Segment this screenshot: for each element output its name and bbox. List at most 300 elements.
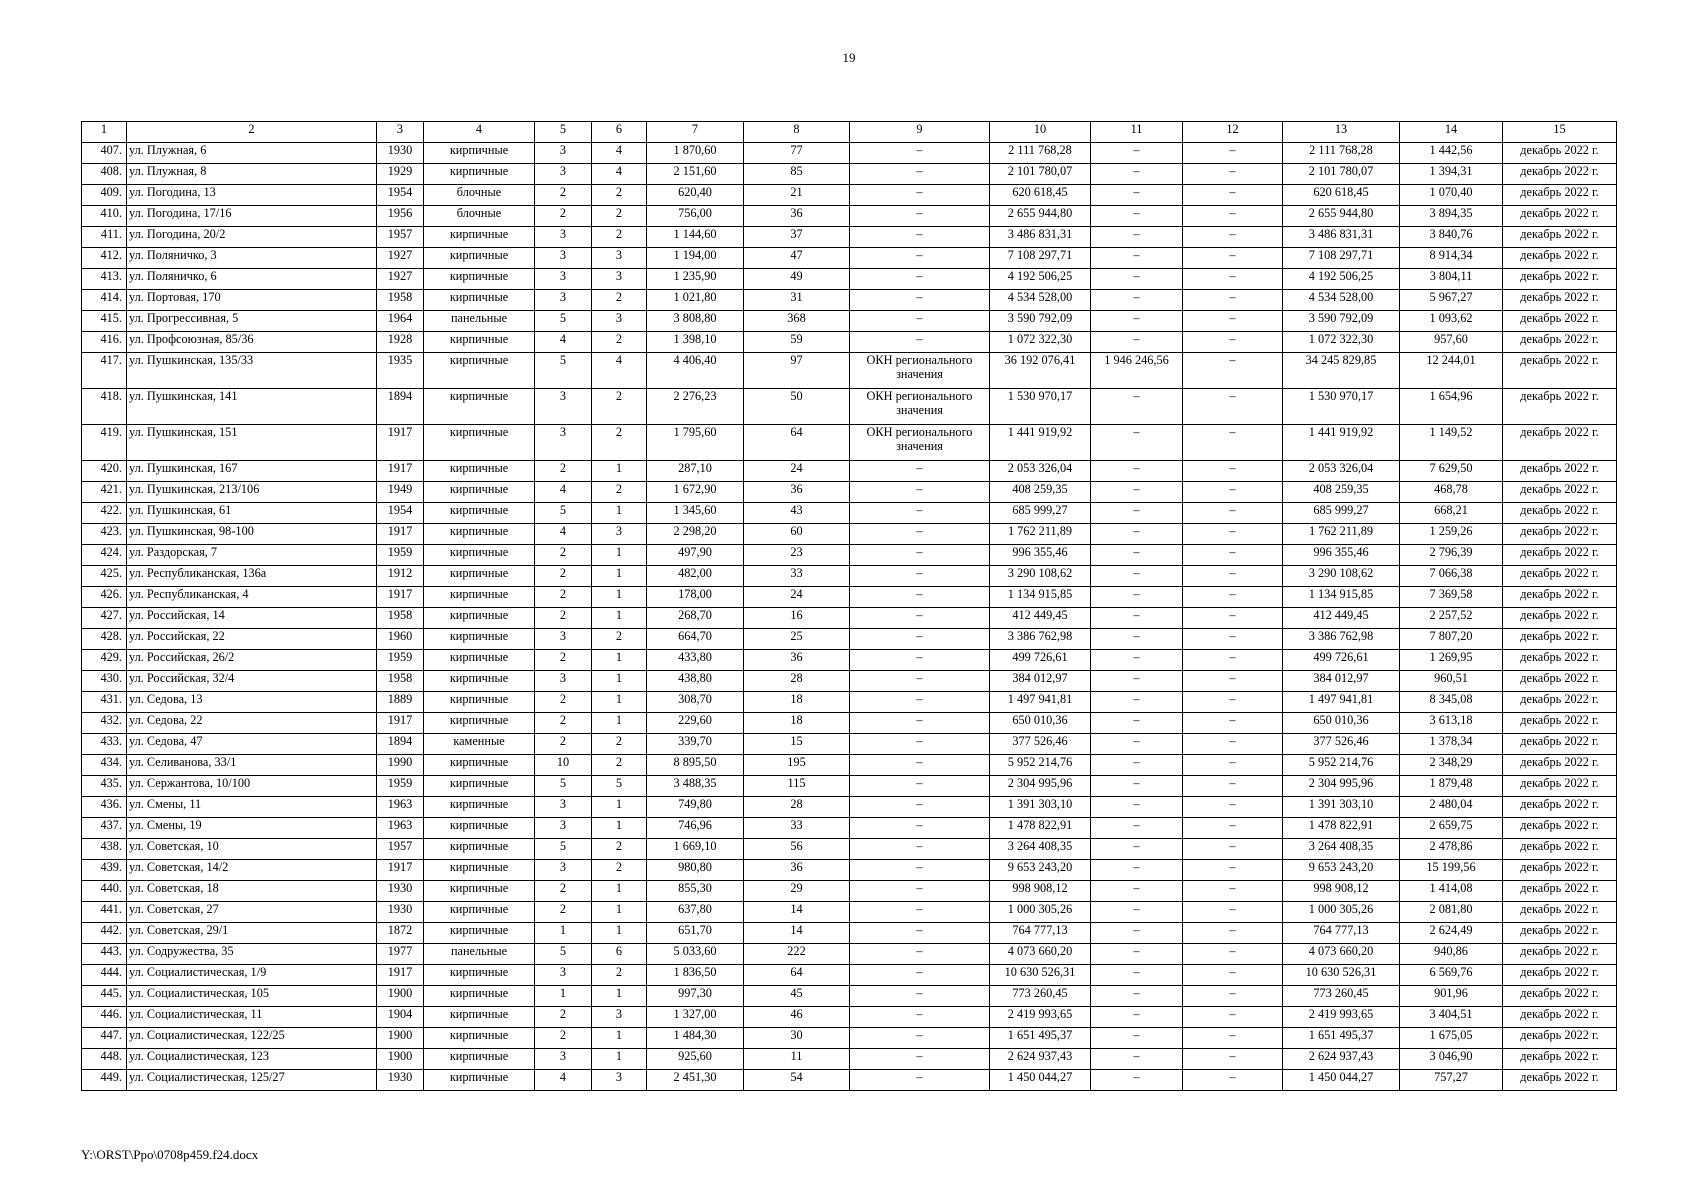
table-cell: 2 <box>535 587 592 608</box>
table-cell: – <box>1091 755 1183 776</box>
table-cell: 998 908,12 <box>990 881 1091 902</box>
table-cell: 756,00 <box>647 206 744 227</box>
table-cell: 5 <box>535 944 592 965</box>
table-cell: ул. Пушкинская, 141 <box>127 389 377 425</box>
table-cell: – <box>1091 164 1183 185</box>
table-cell: 14 <box>744 923 850 944</box>
table-cell: 2 101 780,07 <box>1283 164 1400 185</box>
table-cell: ул. Седова, 47 <box>127 734 377 755</box>
table-cell: декабрь 2022 г. <box>1503 923 1617 944</box>
table-cell: 1 <box>592 608 647 629</box>
table-cell: 5 952 214,76 <box>990 755 1091 776</box>
table-cell: – <box>1091 425 1183 461</box>
table-cell: 773 260,45 <box>1283 986 1400 1007</box>
table-cell: 3 486 831,31 <box>990 227 1091 248</box>
table-cell: кирпичные <box>424 566 535 587</box>
table-cell: 1963 <box>377 818 424 839</box>
table-cell: – <box>1091 713 1183 734</box>
table-cell: 5 <box>535 311 592 332</box>
table-cell: 195 <box>744 755 850 776</box>
table-cell: 1958 <box>377 671 424 692</box>
table-cell: 222 <box>744 944 850 965</box>
table-cell: 428. <box>82 629 127 650</box>
table-cell: 1900 <box>377 1049 424 1070</box>
table-cell: 10 <box>535 755 592 776</box>
table-cell: 1 <box>592 881 647 902</box>
table-cell: 997,30 <box>647 986 744 1007</box>
table-cell: – <box>850 566 990 587</box>
table-cell: кирпичные <box>424 629 535 650</box>
table-cell: 2 111 768,28 <box>1283 143 1400 164</box>
table-cell: ул. Плужная, 6 <box>127 143 377 164</box>
table-cell: декабрь 2022 г. <box>1503 566 1617 587</box>
table-cell: 178,00 <box>647 587 744 608</box>
table-cell: – <box>1183 503 1283 524</box>
table-cell: – <box>850 524 990 545</box>
table-cell: 4 073 660,20 <box>990 944 1091 965</box>
table-cell: ул. Пушкинская, 167 <box>127 461 377 482</box>
table-cell: 1 391 303,10 <box>990 797 1091 818</box>
table-cell: 1 441 919,92 <box>1283 425 1400 461</box>
table-cell: – <box>850 923 990 944</box>
table-cell: 1917 <box>377 587 424 608</box>
table-cell: кирпичные <box>424 755 535 776</box>
table-cell: 4 <box>535 1070 592 1091</box>
table-cell: – <box>1183 650 1283 671</box>
table-cell: 1 <box>592 461 647 482</box>
table-cell: 2 <box>535 1007 592 1028</box>
table-cell: 4 <box>535 332 592 353</box>
table-cell: 1964 <box>377 311 424 332</box>
table-cell: – <box>850 986 990 1007</box>
table-cell: 64 <box>744 965 850 986</box>
table-cell: ул. Советская, 18 <box>127 881 377 902</box>
header-cell: 15 <box>1503 122 1617 143</box>
table-cell: 3 <box>592 269 647 290</box>
table-cell: декабрь 2022 г. <box>1503 860 1617 881</box>
table-cell: 36 192 076,41 <box>990 353 1091 389</box>
table-cell: – <box>1091 269 1183 290</box>
table-cell: – <box>850 164 990 185</box>
table-cell: ОКН регионального значения <box>850 425 990 461</box>
table-cell: – <box>1091 1049 1183 1070</box>
table-cell: ул. Погодина, 13 <box>127 185 377 206</box>
table-cell: 8 895,50 <box>647 755 744 776</box>
table-cell: кирпичные <box>424 248 535 269</box>
table-cell: 1 442,56 <box>1400 143 1503 164</box>
table-cell: – <box>1183 965 1283 986</box>
table-cell: 8 345,08 <box>1400 692 1503 713</box>
table-cell: 7 108 297,71 <box>1283 248 1400 269</box>
table-cell: декабрь 2022 г. <box>1503 227 1617 248</box>
table-cell: – <box>1091 776 1183 797</box>
table-cell: 1958 <box>377 290 424 311</box>
table-cell: – <box>1091 671 1183 692</box>
table-cell: 1 675,05 <box>1400 1028 1503 1049</box>
table-cell: 412. <box>82 248 127 269</box>
table-cell: кирпичные <box>424 143 535 164</box>
table-cell: 1 <box>592 650 647 671</box>
table-cell: 2 <box>592 755 647 776</box>
table-cell: декабрь 2022 г. <box>1503 482 1617 503</box>
table-cell: 417. <box>82 353 127 389</box>
table-cell: 2 <box>535 650 592 671</box>
table-cell: 1872 <box>377 923 424 944</box>
table-cell: ул. Российская, 32/4 <box>127 671 377 692</box>
table-cell: 1954 <box>377 503 424 524</box>
table-row <box>82 797 1617 818</box>
table-cell: 1 <box>592 902 647 923</box>
table-cell: 4 <box>592 353 647 389</box>
table-cell: – <box>1091 734 1183 755</box>
table-cell: кирпичные <box>424 461 535 482</box>
table-cell: 3 290 108,62 <box>1283 566 1400 587</box>
table-cell: 1963 <box>377 797 424 818</box>
table-cell: 957,60 <box>1400 332 1503 353</box>
table-row <box>82 143 1617 164</box>
table-cell: декабрь 2022 г. <box>1503 944 1617 965</box>
table-cell: 36 <box>744 650 850 671</box>
table-cell: 423. <box>82 524 127 545</box>
table-cell: 1 149,52 <box>1400 425 1503 461</box>
table-cell: – <box>1183 587 1283 608</box>
table-cell: 3 <box>535 269 592 290</box>
table-cell: 3 <box>592 248 647 269</box>
table-row <box>82 650 1617 671</box>
table-cell: 3 290 108,62 <box>990 566 1091 587</box>
table-cell: – <box>1183 986 1283 1007</box>
table-cell: 7 629,50 <box>1400 461 1503 482</box>
table-row <box>82 311 1617 332</box>
table-cell: 1 478 822,91 <box>990 818 1091 839</box>
table-row <box>82 944 1617 965</box>
table-cell: 414. <box>82 290 127 311</box>
table-cell: 1 870,60 <box>647 143 744 164</box>
table-cell: 115 <box>744 776 850 797</box>
table-cell: декабрь 2022 г. <box>1503 965 1617 986</box>
table-cell: кирпичные <box>424 881 535 902</box>
table-cell: – <box>1091 545 1183 566</box>
table-cell: – <box>1091 227 1183 248</box>
table-cell: – <box>1091 986 1183 1007</box>
table-cell: ул. Социалистическая, 1/9 <box>127 965 377 986</box>
table-cell: 424. <box>82 545 127 566</box>
table-cell: 1 <box>592 797 647 818</box>
table-cell: 431. <box>82 692 127 713</box>
table-cell: 2 081,80 <box>1400 902 1503 923</box>
table-cell: – <box>1183 311 1283 332</box>
table-cell: 25 <box>744 629 850 650</box>
table-cell: – <box>1091 503 1183 524</box>
table-cell: 7 066,38 <box>1400 566 1503 587</box>
table-cell: декабрь 2022 г. <box>1503 185 1617 206</box>
table-cell: декабрь 2022 г. <box>1503 608 1617 629</box>
table-row <box>82 713 1617 734</box>
table-cell: 468,78 <box>1400 482 1503 503</box>
table-cell: – <box>1183 1070 1283 1091</box>
table-row <box>82 881 1617 902</box>
table-cell: 1 <box>592 566 647 587</box>
table-cell: 4 <box>592 164 647 185</box>
table-cell: 4 192 506,25 <box>1283 269 1400 290</box>
table-cell: 430. <box>82 671 127 692</box>
table-cell: – <box>850 944 990 965</box>
table-cell: – <box>1183 143 1283 164</box>
table-cell: 413. <box>82 269 127 290</box>
table-cell: 60 <box>744 524 850 545</box>
table-cell: 3 <box>535 425 592 461</box>
table-cell: 339,70 <box>647 734 744 755</box>
table-cell: декабрь 2022 г. <box>1503 839 1617 860</box>
table-cell: 24 <box>744 587 850 608</box>
table-cell: 998 908,12 <box>1283 881 1400 902</box>
table-cell: – <box>850 629 990 650</box>
header-cell: 9 <box>850 122 990 143</box>
table-cell: 1 <box>592 587 647 608</box>
table-cell: 4 406,40 <box>647 353 744 389</box>
table-cell: 855,30 <box>647 881 744 902</box>
table-cell: 996 355,46 <box>1283 545 1400 566</box>
table-cell: – <box>850 671 990 692</box>
table-cell: декабрь 2022 г. <box>1503 587 1617 608</box>
table-row <box>82 164 1617 185</box>
table-cell: ул. Портовая, 170 <box>127 290 377 311</box>
table-cell: 408 259,35 <box>1283 482 1400 503</box>
table-cell: 5 <box>535 839 592 860</box>
table-cell: – <box>850 185 990 206</box>
table-row <box>82 671 1617 692</box>
table-row <box>82 587 1617 608</box>
table-cell: – <box>850 1070 990 1091</box>
table-cell: 1917 <box>377 425 424 461</box>
table-cell: – <box>1183 206 1283 227</box>
table-cell: 268,70 <box>647 608 744 629</box>
header-cell: 1 <box>82 122 127 143</box>
table-cell: 18 <box>744 713 850 734</box>
table-cell: – <box>1091 608 1183 629</box>
table-cell: 1917 <box>377 713 424 734</box>
table-cell: 36 <box>744 482 850 503</box>
table-cell: декабрь 2022 г. <box>1503 902 1617 923</box>
table-cell: 757,27 <box>1400 1070 1503 1091</box>
table-cell: 1894 <box>377 734 424 755</box>
table-cell: 97 <box>744 353 850 389</box>
table-cell: декабрь 2022 г. <box>1503 734 1617 755</box>
table-cell: 2 478,86 <box>1400 839 1503 860</box>
table-cell: 54 <box>744 1070 850 1091</box>
table-cell: 3 <box>592 311 647 332</box>
table-cell: – <box>1183 629 1283 650</box>
table-cell: 3 404,51 <box>1400 1007 1503 1028</box>
table-cell: – <box>850 881 990 902</box>
table-cell: 2 <box>535 545 592 566</box>
table-cell: 940,86 <box>1400 944 1503 965</box>
table-row <box>82 734 1617 755</box>
table-cell: 650 010,36 <box>1283 713 1400 734</box>
table-cell: 15 199,56 <box>1400 860 1503 881</box>
table-row <box>82 1028 1617 1049</box>
table-cell: 3 <box>535 671 592 692</box>
table-cell: 45 <box>744 986 850 1007</box>
table-cell: – <box>1091 650 1183 671</box>
table-cell: кирпичные <box>424 1007 535 1028</box>
table-cell: 2 298,20 <box>647 524 744 545</box>
table-cell: 2 <box>535 734 592 755</box>
table-cell: – <box>1183 566 1283 587</box>
table-cell: 1 <box>592 545 647 566</box>
table-cell: 1959 <box>377 650 424 671</box>
table-cell: – <box>850 860 990 881</box>
table-cell: 1958 <box>377 608 424 629</box>
table-cell: 1 269,95 <box>1400 650 1503 671</box>
table-cell: – <box>1091 1028 1183 1049</box>
table-cell: 2 <box>535 461 592 482</box>
table-cell: 3 <box>592 1070 647 1091</box>
table-cell: 996 355,46 <box>990 545 1091 566</box>
table-cell: 229,60 <box>647 713 744 734</box>
table-cell: – <box>1091 290 1183 311</box>
table-cell: 443. <box>82 944 127 965</box>
table-cell: 1930 <box>377 902 424 923</box>
table-cell: 1 651 495,37 <box>1283 1028 1400 1049</box>
table-cell: 620,40 <box>647 185 744 206</box>
table-cell: 1 836,50 <box>647 965 744 986</box>
table-cell: 3 <box>535 164 592 185</box>
table-cell: 1 <box>592 818 647 839</box>
table-cell: 1 391 303,10 <box>1283 797 1400 818</box>
table-cell: – <box>1091 332 1183 353</box>
table-cell: 447. <box>82 1028 127 1049</box>
table-cell: 4 192 506,25 <box>990 269 1091 290</box>
table-cell: 1889 <box>377 692 424 713</box>
table-cell: кирпичные <box>424 818 535 839</box>
table-cell: 287,10 <box>647 461 744 482</box>
table-cell: – <box>850 713 990 734</box>
table-cell: – <box>1091 185 1183 206</box>
table-cell: кирпичные <box>424 797 535 818</box>
table-cell: 426. <box>82 587 127 608</box>
table-cell: декабрь 2022 г. <box>1503 503 1617 524</box>
table-cell: 34 245 829,85 <box>1283 353 1400 389</box>
table-cell: 419. <box>82 425 127 461</box>
table-cell: – <box>850 143 990 164</box>
table-cell: – <box>1091 923 1183 944</box>
table-cell: 1 484,30 <box>647 1028 744 1049</box>
table-cell: 1 497 941,81 <box>1283 692 1400 713</box>
table-cell: – <box>1183 839 1283 860</box>
table-cell: ул. Социалистическая, 123 <box>127 1049 377 1070</box>
table-cell: 435. <box>82 776 127 797</box>
table-cell: 1930 <box>377 881 424 902</box>
table-cell: 764 777,13 <box>990 923 1091 944</box>
table-cell: – <box>1183 881 1283 902</box>
table-cell: декабрь 2022 г. <box>1503 818 1617 839</box>
table-cell: – <box>850 248 990 269</box>
table-cell: декабрь 2022 г. <box>1503 986 1617 1007</box>
table-cell: 3 <box>535 965 592 986</box>
table-cell: – <box>850 965 990 986</box>
table-cell: 1 762 211,89 <box>990 524 1091 545</box>
table-cell: 8 914,34 <box>1400 248 1503 269</box>
table-cell: – <box>1091 692 1183 713</box>
table-cell: 3 804,11 <box>1400 269 1503 290</box>
table-cell: 449. <box>82 1070 127 1091</box>
table-cell: 1 654,96 <box>1400 389 1503 425</box>
table-cell: – <box>850 1007 990 1028</box>
table-cell: – <box>1091 311 1183 332</box>
table-row <box>82 629 1617 650</box>
table-cell: 482,00 <box>647 566 744 587</box>
table-cell: – <box>1183 755 1283 776</box>
table-cell: 7 369,58 <box>1400 587 1503 608</box>
table-row <box>82 269 1617 290</box>
table-cell: 2 348,29 <box>1400 755 1503 776</box>
table-cell: 33 <box>744 566 850 587</box>
table-cell: 437. <box>82 818 127 839</box>
table-cell: – <box>1183 1007 1283 1028</box>
table-cell: 664,70 <box>647 629 744 650</box>
table-cell: кирпичные <box>424 650 535 671</box>
table-cell: 637,80 <box>647 902 744 923</box>
table-cell: 409. <box>82 185 127 206</box>
table-row <box>82 1070 1617 1091</box>
table-cell: 46 <box>744 1007 850 1028</box>
table-cell: 2 304 995,96 <box>990 776 1091 797</box>
table-cell: 37 <box>744 227 850 248</box>
table-cell: 15 <box>744 734 850 755</box>
header-cell: 4 <box>424 122 535 143</box>
table-cell: ул. Погодина, 20/2 <box>127 227 377 248</box>
table-cell: 33 <box>744 818 850 839</box>
table-cell: 2 <box>592 332 647 353</box>
table-cell: декабрь 2022 г. <box>1503 248 1617 269</box>
table-cell: 3 <box>535 818 592 839</box>
table-cell: ул. Социалистическая, 125/27 <box>127 1070 377 1091</box>
table-cell: 2 <box>592 734 647 755</box>
table-cell: 2 <box>535 566 592 587</box>
table-cell: кирпичные <box>424 965 535 986</box>
table-cell: ул. Социалистическая, 11 <box>127 1007 377 1028</box>
table-cell: 2 <box>535 902 592 923</box>
table-cell: – <box>850 332 990 353</box>
table-cell: ул. Селиванова, 33/1 <box>127 755 377 776</box>
table-cell: 448. <box>82 1049 127 1070</box>
table-cell: 901,96 <box>1400 986 1503 1007</box>
table-cell: ул. Социалистическая, 122/25 <box>127 1028 377 1049</box>
table-cell: 2 <box>592 629 647 650</box>
table-cell: – <box>1091 248 1183 269</box>
table-cell: декабрь 2022 г. <box>1503 206 1617 227</box>
table-cell: 620 618,45 <box>990 185 1091 206</box>
table-cell: 77 <box>744 143 850 164</box>
table-cell: декабрь 2022 г. <box>1503 1007 1617 1028</box>
table-cell: 1 <box>592 1028 647 1049</box>
table-row <box>82 965 1617 986</box>
table-cell: 2 624 937,43 <box>990 1049 1091 1070</box>
table-cell: ул. Смены, 11 <box>127 797 377 818</box>
table-cell: ул. Советская, 10 <box>127 839 377 860</box>
table-cell: кирпичные <box>424 1070 535 1091</box>
table-cell: декабрь 2022 г. <box>1503 524 1617 545</box>
table-cell: ул. Советская, 27 <box>127 902 377 923</box>
table-cell: – <box>1183 671 1283 692</box>
table-cell: 1930 <box>377 1070 424 1091</box>
table-cell: 1 259,26 <box>1400 524 1503 545</box>
table-row <box>82 524 1617 545</box>
table-cell: 3 <box>535 1049 592 1070</box>
table-cell: 1 <box>535 923 592 944</box>
table-cell: 434. <box>82 755 127 776</box>
